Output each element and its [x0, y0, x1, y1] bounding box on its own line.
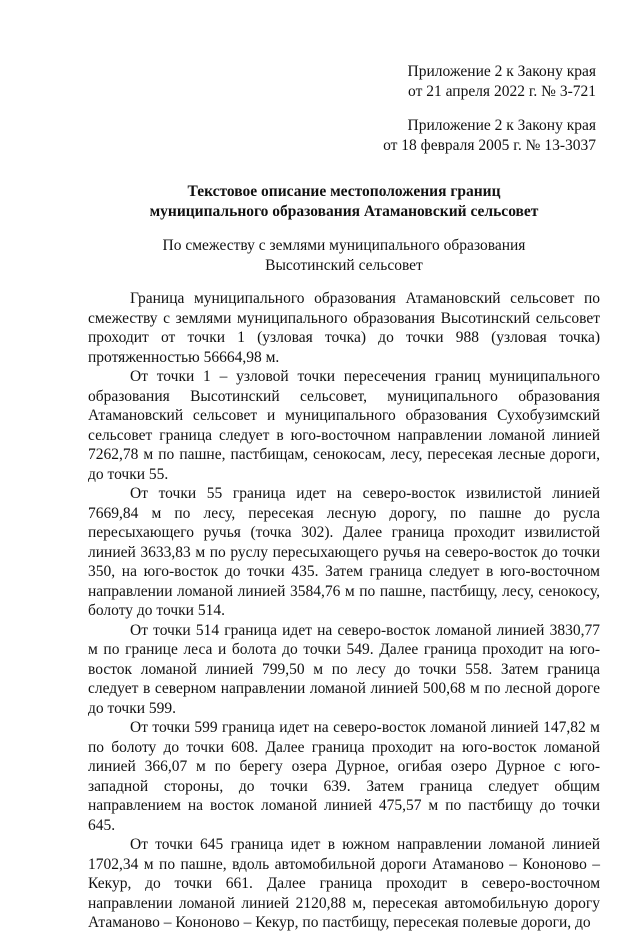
appendix-current-reference	[408, 62, 596, 102]
body-paragraph: От точки 1 – узловой точки пересечения границ муниципального образования Высотинский сельсовет, муниципального образования Атамановский сельсовет и муниципального образования Сухобузимский сельсовет граница следует в юго-восточном направлении ломаной линией 7262,78 м по пашне, пастбищам, сенокосам, лесу, пересекая лесные дороги, до точки 55.	[88, 368, 600, 483]
document-body	[88, 289, 600, 933]
body-paragraph: От точки 55 граница идет на северо-восток извилистой линией 7669,84 м по лесу, пересекая лесную дорогу, по пашне до русла пересыхающего ручья (точка 302). Далее граница проходит извилистой линией 3633,83 м по руслу пересыхающего ручья на северо-восток до точки 350, на юго-восток до точки 435. Затем граница следует в юго-восточном направлении ломаной линией 3584,76 м по пашне, пастбищу, лесу, сенокосу, болоту до точки 514.	[88, 485, 600, 619]
body-paragraph: Граница муниципального образования Атамановский сельсовет по смежеству с землями муниципального образования Высотинский сельсовет проходит от точки 1 (узловая точка) до точки 988 (узловая точка) протяженностью 56664,98 м.	[88, 290, 600, 366]
document-title-line-1: Текстовое описание местоположения границ	[187, 183, 501, 200]
section-heading-line-2: Высотинский сельсовет	[265, 257, 423, 274]
section-heading-line-1: По смежеству с землями муниципального образования	[162, 237, 526, 254]
section-heading	[88, 236, 600, 276]
appendix-current-line-1: Приложение 2 к Закону края	[407, 63, 596, 80]
appendix-original-line-2: от 18 февраля 2005 г. № 13-3037	[383, 137, 596, 154]
body-paragraph: От точки 645 граница идет в южном направлении ломаной линией 1702,34 м по пашне, вдоль автомобильной дороги Атаманово – Кононово – Кекур, до точки 661. Далее граница проходит в северо-восточном направлении ломаной линией 2120,88 м, пересекая автомобильную дорогу Атаманово – Кононово – Кекур, по пастбищу, пересекая полевые дороги, до	[88, 836, 600, 931]
document-title-line-2: муниципального образования Атамановский сельсовет	[149, 203, 539, 220]
appendix-original-reference	[383, 116, 596, 156]
appendix-current-line-2: от 21 апреля 2022 г. № 3-721	[408, 83, 596, 100]
body-paragraph: От точки 599 граница идет на северо-восток ломаной линией 147,82 м по болоту до точки 608. Далее граница проходит на юго-восток ломаной линией 366,07 м по берегу озера Дурное, огибая озеро Дурное с юго-западной стороны, до точки 639. Затем граница следует общим направлением на восток ломаной линией 475,57 м по пастбищу до точки 645.	[88, 719, 600, 834]
appendix-original-line-1: Приложение 2 к Закону края	[407, 117, 596, 134]
body-paragraph: От точки 514 граница идет на северо-восток ломаной линией 3830,77 м по границе леса и болота до точки 549. Далее граница проходит на юго-восток ломаной линией 799,50 м по лесу до точки 558. Затем граница следует в северном направлении ломаной линией 500,68 м по лесной дороге до точки 599.	[88, 621, 600, 717]
document-title	[88, 182, 600, 222]
